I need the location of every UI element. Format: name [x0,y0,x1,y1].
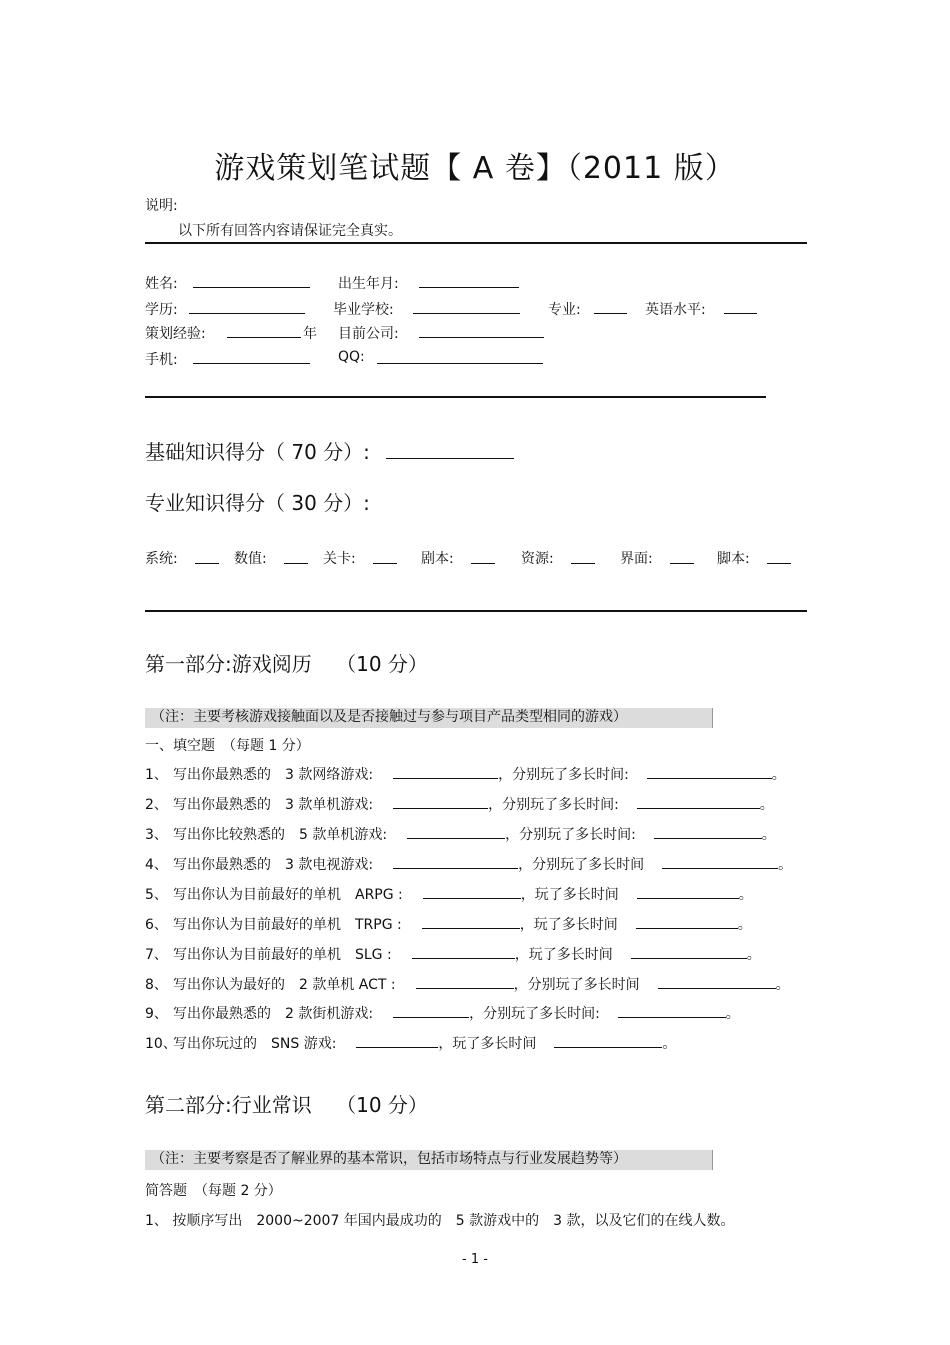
part2-points: （10 分） [336,1093,428,1117]
experience-blank[interactable] [227,324,301,338]
time-blank[interactable] [554,1034,662,1048]
question-text: 写出你认为目前最好的单机 ARPG : [173,887,403,903]
year-unit: 年 [303,326,317,342]
category-label: 系统: [145,551,178,567]
question-text: 写出你最熟悉的 2 款街机游戏: [173,1006,374,1022]
question-mid: ，玩了多长时间 [514,947,613,963]
question-mid: ，玩了多长时间 [438,1036,537,1052]
question-end: 。 [662,1036,677,1052]
question-text: 写出你玩过的 SNS 游戏: [173,1036,337,1052]
school-label: 毕业学校: [333,302,394,318]
question-number: 7、 [145,947,168,963]
question-text: 写出你比较熟悉的 5 款单机游戏: [173,827,388,843]
time-blank[interactable] [637,885,739,899]
question-text: 写出你最熟悉的 3 款电视游戏: [173,857,374,873]
answer-blank[interactable] [423,885,521,899]
basic-score-label: 基础知识得分（ 70 分）: [145,440,370,464]
part1-heading [145,648,428,677]
company-blank[interactable] [419,324,544,338]
answer-blank[interactable] [393,765,498,779]
time-blank[interactable] [631,945,747,959]
question-row [145,824,776,844]
major-label: 专业: [548,302,581,318]
question-row [145,1033,676,1053]
part2-subtitle: 简答题 （每题 2 分） [145,1183,282,1199]
time-blank[interactable] [637,795,760,809]
time-blank[interactable] [662,855,778,869]
question-mid: ，玩了多长时间 [519,917,618,933]
category-score-blank[interactable] [767,550,791,564]
company-label: 目前公司: [338,326,399,342]
basic-score-blank[interactable] [386,442,514,459]
answer-blank[interactable] [356,1034,438,1048]
question-text: 写出你认为目前最好的单机 SLG : [173,947,392,963]
english-blank[interactable] [724,300,757,314]
answer-blank[interactable] [412,945,515,959]
education-label: 学历: [145,302,178,318]
name-label: 姓名: [145,276,178,292]
answer-blank[interactable] [416,975,514,989]
question-row [145,854,792,874]
document-title: 游戏策划笔试题【 A 卷】（2011 版） [214,151,736,186]
category-label: 关卡: [323,551,356,567]
birth-blank[interactable] [419,274,519,288]
question-row [145,944,761,964]
answer-blank[interactable] [393,795,488,809]
question-mid: ，分别玩了多长时间: [469,1006,600,1022]
divider [145,242,807,244]
question-text: 写出你认为目前最好的单机 TRPG : [173,917,402,933]
category-label: 脚本: [717,551,750,567]
phone-label: 手机: [145,352,178,368]
part2-question-1: 1、 按顺序写出 2000~2007 年国内最成功的 5 款游戏中的 3 款，以及它们的在线人数。 [145,1213,735,1229]
time-blank[interactable] [654,825,762,839]
part1-points: （10 分） [336,652,428,676]
question-end: 。 [725,1006,740,1022]
question-end: 。 [775,977,790,993]
part1-title: 第一部分:游戏阅历 [145,652,312,676]
question-number: 10、 [145,1036,177,1052]
birth-label: 出生年月: [338,276,399,292]
category-score-blank[interactable] [373,550,397,564]
phone-blank[interactable] [193,350,310,364]
part1-note: （注：主要考核游戏接触面以及是否接触过与参与项目产品类型相同的游戏） [145,708,713,728]
question-end: 。 [778,857,793,873]
category-score-blank[interactable] [195,550,219,564]
school-blank[interactable] [413,300,520,314]
part1-subtitle: 一、填空题 （每题 1 分） [145,738,310,754]
major-blank[interactable] [594,300,627,314]
education-blank[interactable] [189,300,305,314]
question-mid: ，分别玩了多长时间: [505,827,636,843]
category-score-blank[interactable] [284,550,308,564]
english-label: 英语水平: [645,302,706,318]
question-end: 。 [737,917,752,933]
question-number: 3、 [145,827,168,843]
divider [145,610,807,612]
time-blank[interactable] [636,915,738,929]
question-number: 1、 [145,767,168,783]
part2-heading [145,1089,428,1118]
qq-blank[interactable] [377,350,543,364]
question-row [145,974,790,994]
question-end: 。 [771,767,786,783]
question-end: 。 [761,827,776,843]
category-score-blank[interactable] [670,550,694,564]
category-score-blank[interactable] [571,550,595,564]
question-text: 写出你最熟悉的 3 款网络游戏: [173,767,374,783]
question-mid: ，分别玩了多长时间: [498,767,629,783]
qq-label: QQ: [338,349,365,365]
question-row [145,794,774,814]
question-number: 2、 [145,797,168,813]
question-number: 6、 [145,917,168,933]
page-number: - 1 - [462,1252,488,1267]
name-blank[interactable] [193,274,310,288]
part2-title: 第二部分:行业常识 [145,1093,312,1117]
question-mid: ，分别玩了多长时间 [513,977,640,993]
question-mid: ，分别玩了多长时间 [518,857,645,873]
question-mid: ，玩了多长时间 [520,887,619,903]
intro-label: 说明: [145,198,178,214]
question-number: 8、 [145,977,168,993]
time-blank[interactable] [647,765,772,779]
answer-blank[interactable] [422,915,520,929]
answer-blank[interactable] [393,1004,469,1018]
answer-blank[interactable] [407,825,505,839]
question-text: 写出你最熟悉的 3 款单机游戏: [173,797,374,813]
intro-text: 以下所有回答内容请保证完全真实。 [178,223,402,239]
question-row [145,764,786,784]
question-mid: ，分别玩了多长时间: [488,797,619,813]
divider [145,396,766,398]
question-row [145,1003,740,1023]
category-score-blank[interactable] [471,550,495,564]
question-number: 9、 [145,1006,168,1022]
question-number: 5、 [145,887,168,903]
question-text: 写出你认为最好的 2 款单机 ACT : [173,977,396,993]
time-blank[interactable] [618,1004,726,1018]
answer-blank[interactable] [393,855,518,869]
part2-note: （注：主要考察是否了解业界的基本常识，包括市场特点与行业发展趋势等） [145,1150,713,1170]
question-end: 。 [759,797,774,813]
category-label: 界面: [620,551,653,567]
category-label: 资源: [521,551,554,567]
question-row [145,914,752,934]
experience-label: 策划经验: [145,326,206,342]
question-number: 4、 [145,857,168,873]
pro-score-label: 专业知识得分（ 30 分）: [145,491,370,515]
time-blank[interactable] [658,975,776,989]
question-row [145,884,753,904]
question-end: 。 [738,887,753,903]
question-end: 。 [746,947,761,963]
category-label: 数值: [234,551,267,567]
category-label: 剧本: [421,551,454,567]
